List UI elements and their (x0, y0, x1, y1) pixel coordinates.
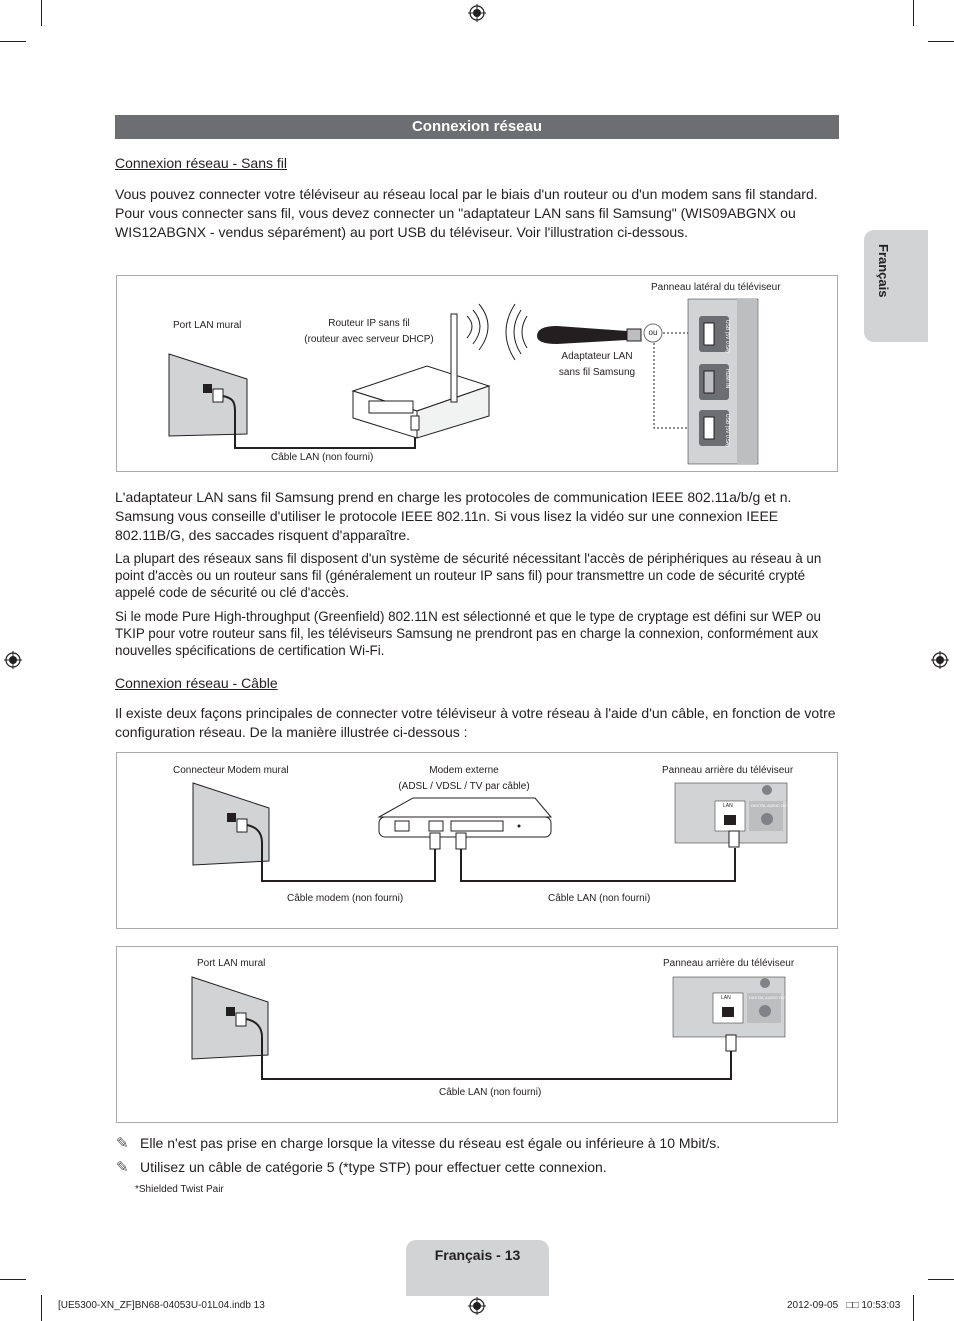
rear-panel-label: Panneau arrière du téléviseur (662, 765, 794, 776)
usb-port-bottom-label: USB (5V 0.5A) (724, 414, 730, 447)
wireless-heading: Connexion réseau - Sans fil (115, 155, 287, 171)
registration-mark-icon (468, 1297, 486, 1315)
wireless-paragraph-1: L'adaptateur LAN sans fil Samsung prend en charge les protocoles de communication IEEE 802.11a/b/g et n. Samsung vous conseille d'utiliser le protocole IEEE 802.11n. Si vous lisez la vidéo sur une connexion IEEE 802.11B/G, des saccades risquent d'apparaître. (115, 489, 792, 543)
crop-mark (913, 1295, 914, 1321)
language-side-tab-label: Français (876, 244, 891, 298)
wall-modem-label: Connecteur Modem mural (173, 765, 289, 776)
note-item (116, 1134, 840, 1153)
wireless-paragraph-3: Si le mode Pure High-throughput (Greenfield) 802.11N est sélectionné et que le type de cryptage est défini sur WEP ou TKIP pour votre routeur sans fil, les téléviseurs Samsung ne prendront pas en charge la connexion, conformément aux nouvelles spécifications de certification Wi-Fi. (115, 609, 821, 658)
pencil-note-icon: ✎ (116, 1135, 129, 1152)
usb-port-top-label: USB (5V 0.5A) (724, 320, 730, 353)
footer-date: 2012-09-05 □□ 10:53:03 (787, 1300, 901, 1311)
adapter-label-line2: sans fil Samsung (558, 367, 636, 378)
crop-mark (41, 1295, 42, 1321)
crop-mark (0, 41, 26, 42)
registration-mark-icon (4, 651, 22, 669)
side-panel-label: Panneau latéral du téléviseur (651, 282, 781, 293)
hdmi-port-label: HDMI IN (724, 369, 730, 389)
wireless-diagram (116, 275, 838, 472)
modem-cable-label: Câble modem (non fourni) (287, 893, 404, 904)
rear-panel-label: Panneau arrière du téléviseur (663, 958, 795, 969)
registration-mark-icon (468, 4, 486, 22)
crop-mark (913, 0, 914, 26)
or-label: ou (648, 328, 658, 337)
wall-port-label: Port LAN mural (173, 320, 242, 331)
cable-heading: Connexion réseau - Câble (115, 675, 278, 691)
language-side-tab (864, 230, 928, 342)
section-title: Connexion réseau (115, 115, 839, 139)
footnote: *Shielded Twist Pair (135, 1184, 224, 1195)
lan-port-label: LAN (723, 803, 733, 809)
cable-intro: Il existe deux façons principales de connecter votre téléviseur à votre réseau à l'aide d'un câble, en fonction de votre configuration réseau. De la manière illustrée ci-dessous : (115, 705, 836, 740)
adapter-label-line1: Adaptateur LAN (561, 351, 633, 362)
audio-out-label: DIGITAL AUDIO OUT (OPTICAL) (749, 995, 809, 1000)
modem-label (381, 763, 547, 795)
note-item (116, 1158, 840, 1177)
router-label-line2: (routeur avec serveur DHCP) (304, 334, 434, 345)
router-label (301, 316, 437, 348)
adapter-label (552, 349, 642, 381)
crop-mark (0, 1279, 26, 1280)
note-text: Utilisez un câble de catégorie 5 (*type STP) pour effectuer cette connexion. (140, 1159, 607, 1175)
crop-mark (928, 41, 954, 42)
lan-cable-label: Câble LAN (non fourni) (271, 452, 374, 463)
cable-modem-diagram (116, 752, 838, 929)
footer-file-name: [UE5300-XN_ZF]BN68-04053U-01L04.indb 13 (58, 1300, 265, 1311)
crop-mark (928, 1279, 954, 1280)
wall-port-label: Port LAN mural (197, 958, 266, 969)
wireless-intro: Vous pouvez connecter votre téléviseur au réseau local par le biais d'un routeur ou d'un modem sans fil standard. Pour vous connecter sans fil, vous devez connecter un "adaptateur LAN sans fil Samsung" (WIS09ABGNX ou WIS12ABGNX - vendus séparément) au port USB du téléviseur. Voir l'illustration ci-dessous. (115, 186, 818, 240)
lan-cable-label: Câble LAN (non fourni) (439, 1087, 542, 1098)
crop-mark (41, 0, 42, 26)
lan-cable-label: Câble LAN (non fourni) (548, 893, 651, 904)
cable-wall-diagram (116, 946, 838, 1123)
wireless-paragraph-2: La plupart des réseaux sans fil disposent d'un système de sécurité nécessitant l'accès de périphériques au réseau à un point d'accès ou un routeur sans fil (généralement un routeur IP sans fil) pour transmettre un code de sécurité crypté appelé code de sécurité ou clé d'accès. (115, 551, 822, 600)
modem-label-line1: Modem externe (429, 765, 499, 776)
note-text: Elle n'est pas prise en charge lorsque la vitesse du réseau est égale ou inférieure à 10 Mbit/s. (140, 1135, 721, 1151)
modem-label-line2: (ADSL / VDSL / TV par câble) (398, 781, 530, 792)
page-number-label: Français - 13 (434, 1247, 521, 1263)
lan-port-label: LAN (721, 995, 731, 1001)
router-label-line1: Routeur IP sans fil (328, 318, 410, 329)
page-number-tab (406, 1240, 549, 1296)
audio-out-label: DIGITAL AUDIO OUT (OPTICAL) (751, 803, 811, 808)
registration-mark-icon (931, 651, 949, 669)
pencil-note-icon: ✎ (116, 1159, 129, 1176)
